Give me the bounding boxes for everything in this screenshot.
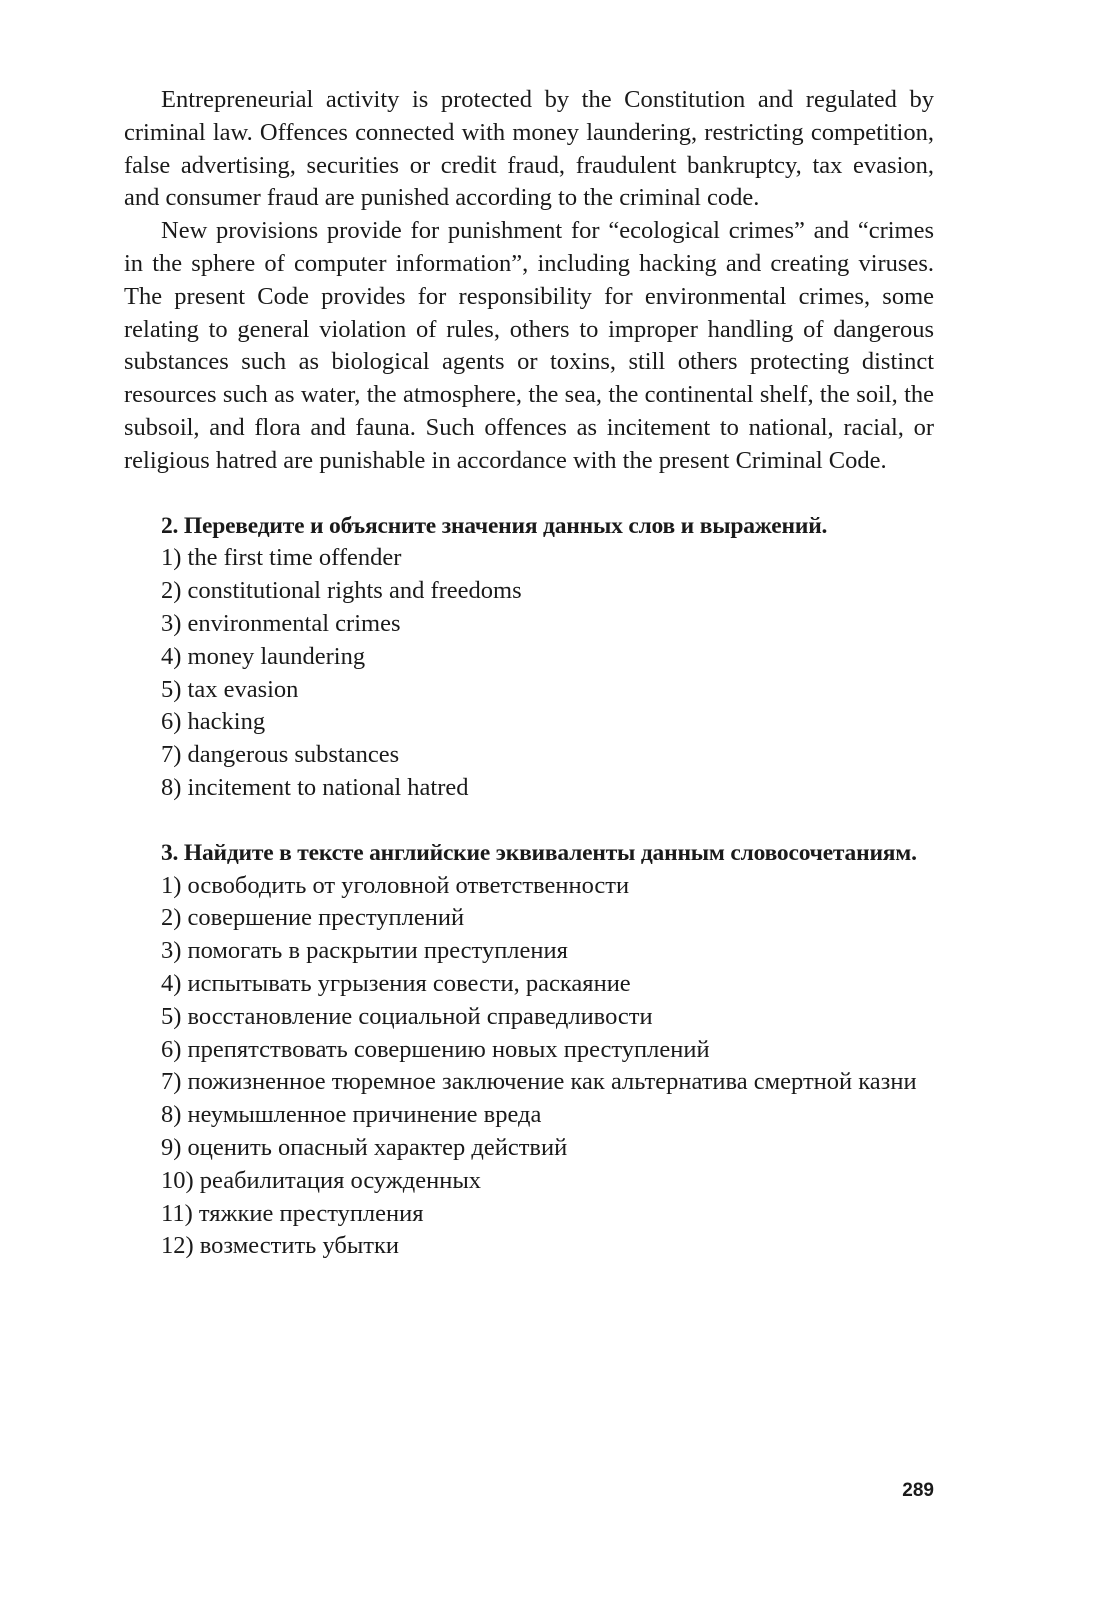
list-item: 2) совершение преступлений	[161, 904, 465, 932]
list-item: 7) пожизненное тюремное заключение как альтернатива смертной казни	[161, 1068, 917, 1096]
list-item: 5) tax evasion	[161, 675, 299, 703]
exercise-3	[124, 837, 934, 1263]
exercise-3-heading: 3. Найдите в тексте английские эквиваленты данным словосочетаниям.	[161, 839, 917, 866]
list-item: 8) incitement to national hatred	[161, 773, 469, 801]
list-item: 4) money laundering	[161, 642, 366, 670]
page-number: 289	[902, 1480, 934, 1501]
list-item: 2) constitutional rights and freedoms	[161, 577, 522, 605]
list-item: 8) неумышленное причинение вреда	[161, 1101, 542, 1129]
list-item: 3) помогать в раскрытии преступления	[161, 937, 568, 965]
exercise-2-heading: 2. Переведите и объясните значения данных слов и выражений.	[161, 512, 828, 539]
paragraph-new-provisions: New provisions provide for punishment for “ecological crimes” and “crimes in the sphere of computer information”, including hacking and creating viruses. The present Code provides for responsibility for environmental crimes, some relating to general violation of rules, others to improper handling of dangerous substances such as biological agents or toxins, still others protecting distinct resources such as water, the atmosphere, the sea, the continental shelf, the soil, the subsoil, and flora and fauna. Such offences as incitement to national, racial, or religious hatred are punishable in accordance with the present Criminal Code.	[124, 217, 934, 474]
paragraph-entrepreneurial-activity: Entrepreneurial activity is protected by the Constitution and regulated by criminal law. Offences connected with money laundering, restricting competition, false advertising, securities or credit fraud, fraudulent bankruptcy, tax evasion, and consumer fraud are punished according to the criminal code.	[124, 86, 934, 212]
exercise-3-list	[124, 870, 934, 1264]
list-item: 6) hacking	[161, 708, 266, 736]
list-item: 3) environmental crimes	[161, 609, 401, 637]
section-spacer	[124, 805, 934, 837]
list-item: 1) the first time offender	[161, 544, 402, 572]
list-item: 1) освободить от уголовной ответственности	[161, 871, 630, 899]
list-item: 9) оценить опасный характер действий	[161, 1133, 568, 1161]
page-body	[124, 84, 934, 1263]
list-item: 11) тяжкие преступления	[161, 1199, 424, 1227]
list-item: 12) возместить убытки	[161, 1232, 400, 1260]
exercise-2	[124, 510, 934, 805]
exercise-2-list	[124, 542, 934, 804]
section-spacer	[124, 478, 934, 510]
list-item: 10) реабилитация осужденных	[161, 1166, 482, 1194]
list-item: 6) препятствовать совершению новых преступлений	[161, 1035, 710, 1063]
list-item: 5) восстановление социальной справедливости	[161, 1002, 653, 1030]
list-item: 7) dangerous substances	[161, 741, 400, 769]
list-item: 4) испытывать угрызения совести, раскаяние	[161, 969, 631, 997]
